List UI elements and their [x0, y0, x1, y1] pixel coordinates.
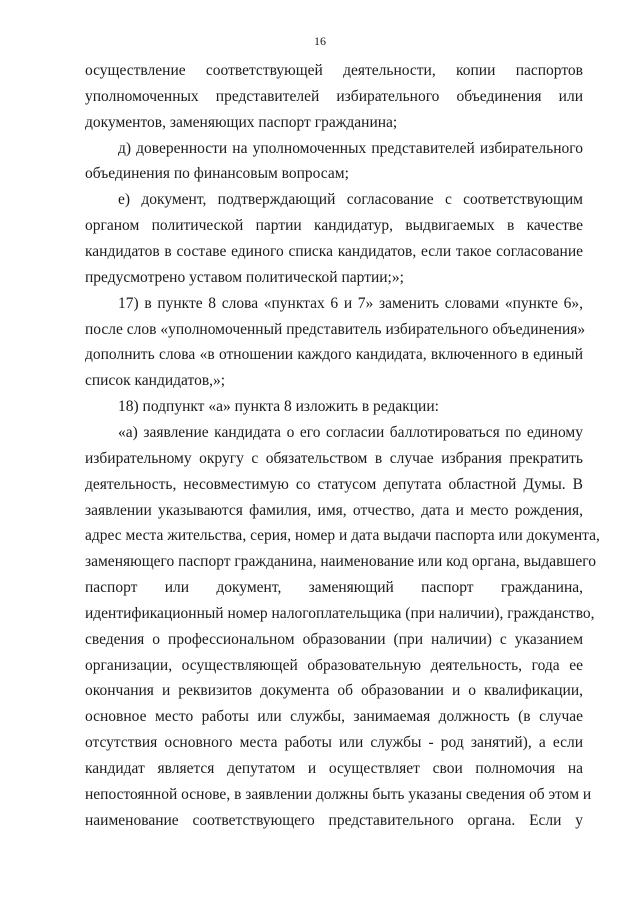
text-line: окончания и реквизитов документа об образовании и о квалификации, — [85, 682, 583, 700]
text-line: список кандидатов,»; — [85, 372, 226, 390]
text-line: идентификационный номер налогоплательщика (при наличии), гражданство, — [85, 604, 595, 622]
text-line: органом политической партии кандидатур, выдвигаемых в качестве — [85, 217, 583, 235]
text-line: документов, заменяющих паспорт гражданина; — [85, 113, 398, 131]
text-line: паспорт или документ, заменяющий паспорт гражданина, — [85, 579, 583, 596]
text-line: объединения по финансовым вопросам; — [85, 165, 349, 183]
text-line: д) доверенности на уполномоченных представителей избирательного — [118, 139, 583, 157]
text-line: 17) в пункте 8 слова «пунктах 6 и 7» заменить словами «пункте 6», — [118, 294, 583, 312]
text-line: дополнить слова «в отношении каждого кандидата, включенного в единый — [85, 346, 583, 364]
text-line: основное место работы или службы, занимаемая должность (в случае — [85, 708, 583, 726]
text-line: непостоянной основе, в заявлении должны быть указаны сведения об этом и — [85, 785, 592, 803]
text-line: кандидатов в составе единого списка кандидатов, если такое согласование — [85, 243, 583, 260]
text-line: заявлении указываются фамилия, имя, отчество, дата и место рождения, — [85, 501, 583, 519]
text-line: сведения о профессиональном образовании (при наличии) с указанием — [85, 630, 583, 648]
text-line: предусмотрено уставом политической партии;»; — [85, 268, 404, 286]
text-line: заменяющего паспорт гражданина, наименование или код органа, выдавшего — [85, 553, 596, 571]
text-line: уполномоченных представителей избирательного объединения или — [85, 87, 583, 105]
text-line: «а) заявление кандидата о его согласии баллотироваться по единому — [118, 423, 583, 441]
text-line: наименование соответствующего представительного органа. Если у — [85, 811, 583, 829]
text-line: избирательному округу с обязательством в случае избрания прекратить — [85, 449, 583, 467]
text-line: е) документ, подтверждающий согласование с соответствующим — [118, 191, 583, 209]
page-number: 16 — [314, 34, 326, 48]
text-line: осуществление соответствующей деятельности, копии паспортов — [85, 62, 583, 79]
text-line: 18) подпункт «а» пункта 8 изложить в редакции: — [118, 398, 439, 416]
text-line: после слов «уполномоченный представитель избирательного объединения» — [85, 320, 586, 338]
text-line: адрес места жительства, серия, номер и дата выдачи паспорта или документа, — [85, 527, 600, 545]
text-line: кандидат является депутатом и осуществляет свои полномочия на — [85, 760, 583, 777]
text-line: отсутствия основного места работы или службы - род занятий), а если — [85, 734, 583, 752]
text-line: организации, осуществляющей образовательную деятельность, года ее — [85, 656, 583, 674]
text-line: деятельность, несовместимую со статусом депутата областной Думы. В — [85, 475, 583, 493]
